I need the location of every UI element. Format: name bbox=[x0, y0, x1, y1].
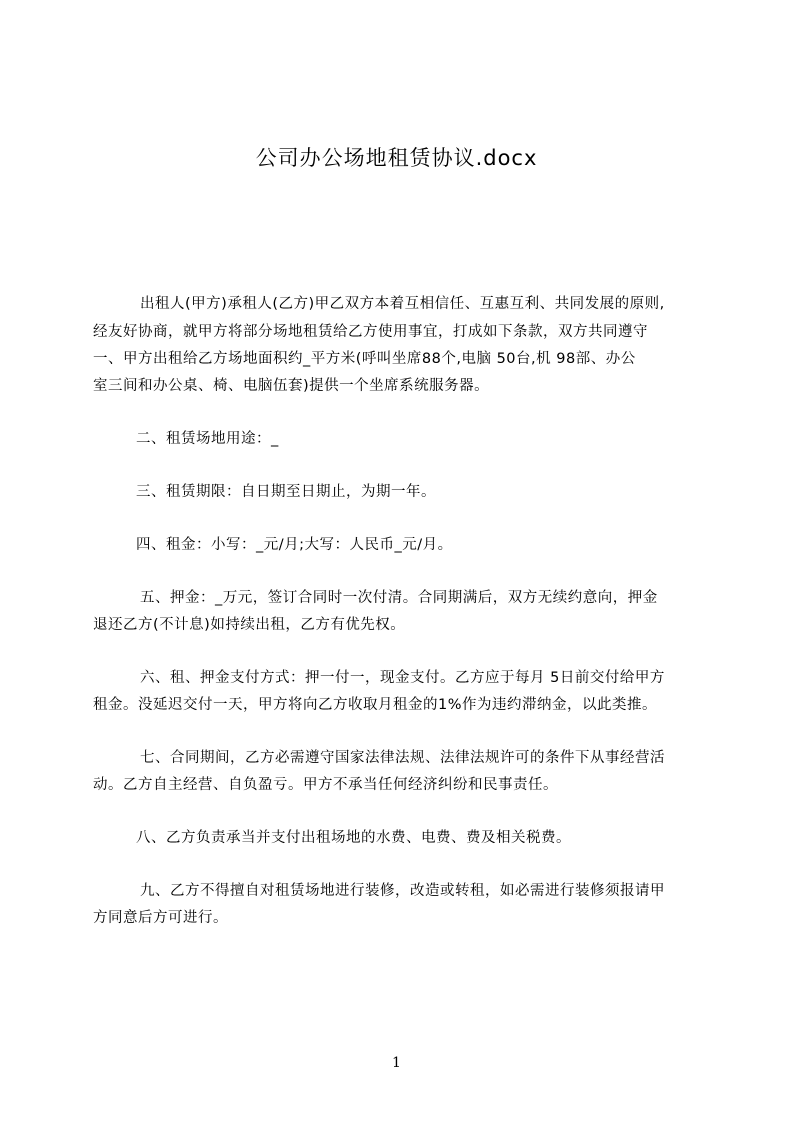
document-title: 公司办公场地租赁协议.docx bbox=[255, 146, 538, 170]
paragraph-line: 九、乙方不得擅自对租赁场地进行装修，改造或转租，如必需进行装修须报请甲 bbox=[140, 883, 665, 899]
paragraph-line: 方同意后方可进行。 bbox=[93, 910, 228, 926]
paragraph-line: 出租人(甲方)承租人(乙方)甲乙双方本着互相信任、互惠互利、共同发展的原则, bbox=[140, 296, 665, 312]
paragraph-line: 经友好协商，就甲方将部分场地租赁给乙方使用事宜，打成如下条款，双方共同遵守 bbox=[93, 324, 648, 340]
paragraph-line: 二、租赁场地用途：_ bbox=[136, 431, 279, 447]
paragraph-line: 三、租赁期限：自日期至日期止，为期一年。 bbox=[136, 484, 436, 500]
paragraph-line: 五、押金：_万元，签订合同时一次付清。合同期满后，双方无续约意向，押金 bbox=[140, 590, 658, 606]
paragraph-line: 室三间和办公桌、椅、电脑伍套)提供一个坐席系统服务器。 bbox=[93, 378, 490, 394]
paragraph-line: 八、乙方负责承当并支付出租场地的水费、电费、费及相关税费。 bbox=[136, 830, 571, 846]
paragraph-line: 一、甲方出租给乙方场地面积约_平方米(呼叫坐席88个,电脑 50台,机 98部、办公 bbox=[93, 351, 636, 367]
paragraph-line: 租金。没延迟交付一天，甲方将向乙方收取月租金的1%作为违约滞纳金，以此类推。 bbox=[93, 697, 657, 713]
paragraph-line: 七、合同期间，乙方必需遵守国家法律法规、法律法规许可的条件下从事经营活 bbox=[140, 750, 665, 766]
paragraph-line: 四、租金：小写：_元/月;大写：人民币_元/月。 bbox=[136, 537, 453, 553]
paragraph-line: 六、租、押金支付方式：押一付一，现金支付。乙方应于每月 5日前交付给甲方 bbox=[140, 670, 665, 686]
page-number: 1 bbox=[392, 1055, 401, 1071]
paragraph-line: 动。乙方自主经营、自负盈亏。甲方不承当任何经济纠纷和民事责任。 bbox=[93, 777, 558, 793]
paragraph-line: 退还乙方(不计息)如持续出租，乙方有优先权。 bbox=[93, 617, 406, 633]
